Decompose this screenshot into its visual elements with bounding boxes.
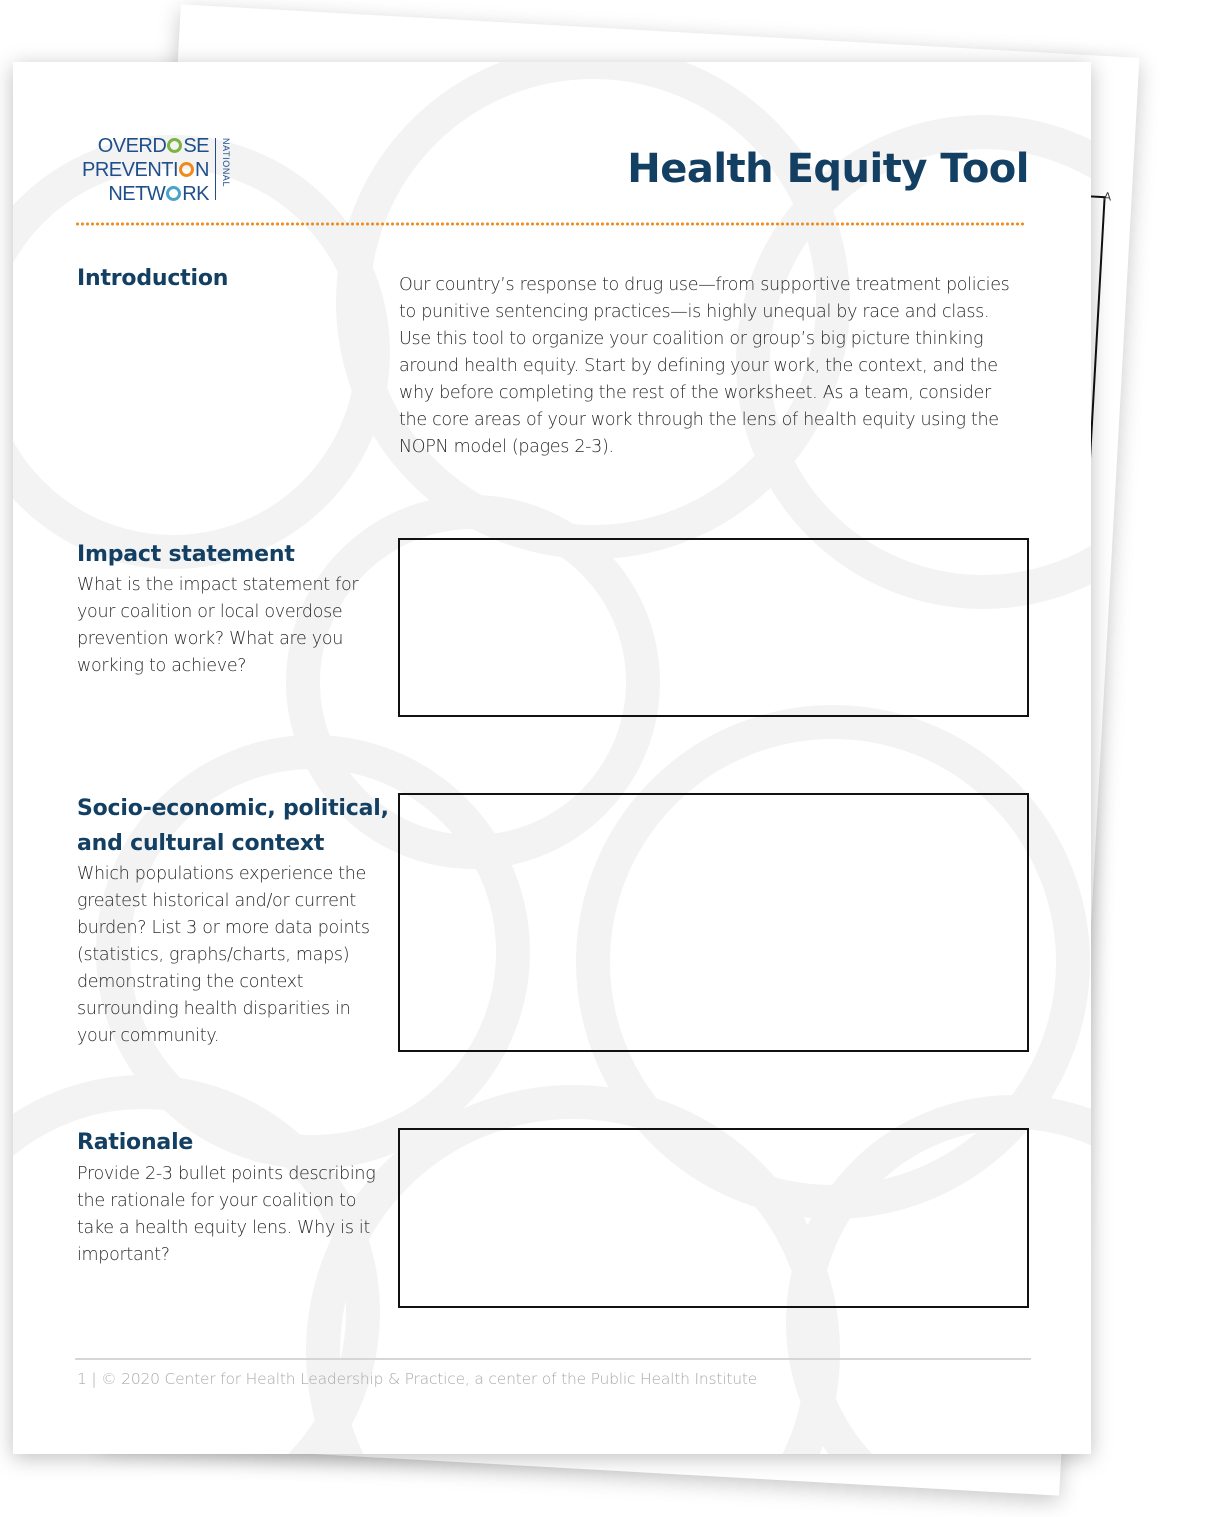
intro-line: to punitive sentencing practices—is highly unequal by race and class. [399,302,990,322]
context-heading-line2: and cultural context [77,831,325,856]
prompt-line: burden? List 3 or more data points [77,918,370,938]
intro-line: Use this tool to organize your coalition or group’s big picture thinking [399,329,984,349]
dotted-divider [75,222,1025,226]
footer-copyright: 1 | © 2020 Center for Health Leadership & Practice, a center of the Public Health Institute [77,1370,758,1388]
intro-line: the core areas of your work through the lens of health equity using the [399,410,999,430]
logo-divider [215,138,216,200]
logo-o-orange-icon [179,162,194,177]
svg-text:NATIONAL: NATIONAL [221,138,231,188]
intro-line: around health equity. Start by defining your work, the context, and the [399,356,998,376]
intro-text [399,272,1059,461]
context-answer-box[interactable] [398,793,1029,1052]
rationale-prompt [77,1161,407,1269]
prompt-line: your community. [77,1026,220,1046]
logo-line-prevention: PREVENTI N [82,159,209,181]
rationale-answer-box[interactable] [398,1128,1029,1308]
logo-o-teal-icon [166,186,181,201]
context-heading-line1: Socio-economic, political, [77,796,389,821]
context-prompt [77,861,397,1050]
intro-heading: Introduction [77,266,229,291]
prompt-line: important? [77,1245,170,1265]
page-title: Health Equity Tool [627,146,1029,192]
prompt-line: greatest historical and/or current [77,891,356,911]
prompt-line: your coalition or local overdose [77,602,343,622]
rationale-heading: Rationale [77,1130,194,1155]
prompt-line: Provide 2-3 bullet points describing [77,1164,376,1184]
logo-national [219,136,233,202]
impact-prompt [77,572,387,680]
prompt-line: What is the impact statement for [77,575,359,595]
worksheet-page [13,62,1091,1454]
logo [73,134,243,206]
intro-line: why before completing the rest of the worksheet. As a team, consider [399,383,991,403]
intro-line: NOPN model (pages 2-3). [399,437,614,457]
footer-divider [75,1358,1031,1360]
logo-line-overdose: OVERD SE [97,135,209,157]
logo-line-network: NETW RK [108,183,209,205]
prompt-line: working to achieve? [77,656,247,676]
prompt-line: demonstrating the context [77,972,304,992]
impact-answer-box[interactable] [398,538,1029,717]
prompt-line: the rationale for your coalition to [77,1191,357,1211]
back-page-letter: A [1103,190,1112,204]
prompt-line: surrounding health disparities in [77,999,351,1019]
logo-o-green-icon [167,138,182,153]
impact-heading: Impact statement [77,542,295,567]
prompt-line: (statistics, graphs/charts, maps) [77,945,350,965]
intro-line: Our country’s response to drug use—from supportive treatment policies [399,275,1010,295]
prompt-line: Which populations experience the [77,864,367,884]
prompt-line: take a health equity lens. Why is it [77,1218,371,1238]
prompt-line: prevention work? What are you [77,629,344,649]
